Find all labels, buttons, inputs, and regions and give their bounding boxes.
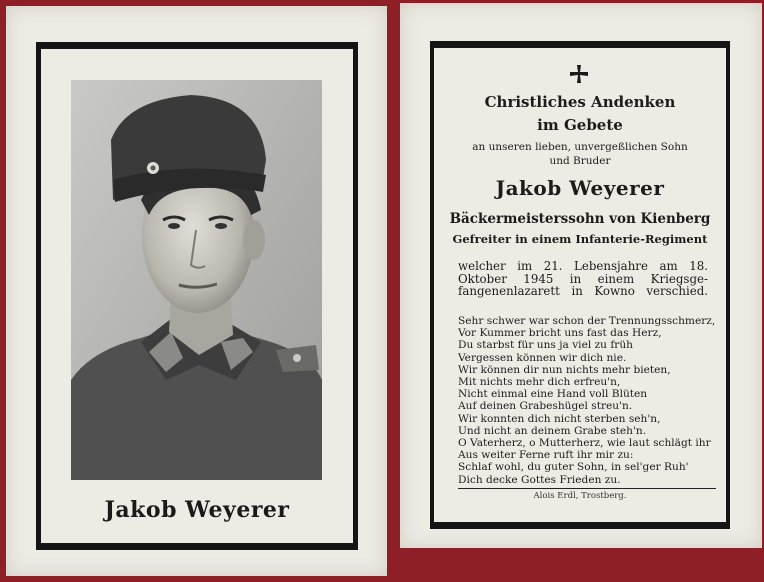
poem-line: Nicht einmal eine Hand voll Blüten	[458, 388, 648, 401]
poem-line: O Vaterherz, o Mutterherz, wie laut schlägt ihr	[458, 437, 711, 450]
death-line: Oktober 1945 in einem Kriegsge-	[458, 271, 708, 286]
printer-credit: Alois Erdl, Trostberg.	[533, 491, 627, 501]
poem-line: Sehr schwer war schon der Trennungsschmerz,	[458, 315, 716, 327]
soldier-portrait-image	[71, 80, 322, 480]
poem-line: Auf deinen Grabeshügel streu'n.	[458, 400, 633, 413]
heading-line-1: Christliches Andenken	[484, 93, 676, 111]
portrait-photo	[71, 80, 322, 480]
death-line: fangenenlazarett in Kowno verschied.	[458, 284, 708, 299]
death-line: welcher im 21. Lebensjahre am 18.	[458, 259, 708, 273]
poem-line: Mit nichts mehr dich erfreu'n,	[458, 376, 621, 389]
poem-line: Schlaf wohl, du guter Sohn, in sel'ger Ruh'	[458, 461, 689, 474]
heading-line-2: im Gebete	[537, 116, 623, 134]
intro-line-2: und Bruder	[549, 155, 611, 167]
poem-line: Vergessen können wir dich nie.	[458, 351, 627, 364]
intro-line-1: an unseren lieben, unvergeßlichen Sohn	[472, 141, 688, 153]
iron-cross-icon	[570, 65, 588, 83]
memorial-card-back	[400, 3, 762, 548]
memorial-poem	[458, 315, 714, 486]
deceased-name: Jakob Weyerer	[495, 176, 665, 200]
death-notice	[458, 260, 708, 298]
poem-line: Du starbst für uns ja viel zu früh	[458, 339, 633, 352]
divider-line	[458, 488, 716, 489]
poem-line: Wir konnten dich nicht sterben seh'n,	[458, 412, 661, 425]
deceased-title: Bäckermeisterssohn von Kienberg	[449, 211, 711, 227]
poem-line: Aus weiter Ferne ruft ihr mir zu:	[458, 449, 634, 462]
poem-line: Wir können dir nun nichts mehr bieten,	[458, 363, 671, 376]
name-caption-left: Jakob Weyerer	[104, 497, 290, 523]
deceased-rank: Gefreiter in einem Infanterie-Regiment	[452, 232, 708, 246]
poem-line: Und nicht an deinem Grabe steh'n.	[458, 424, 647, 437]
poem-line: Vor Kummer bricht uns fast das Herz,	[458, 327, 662, 340]
poem-line: Dich decke Gottes Frieden zu.	[458, 473, 621, 486]
